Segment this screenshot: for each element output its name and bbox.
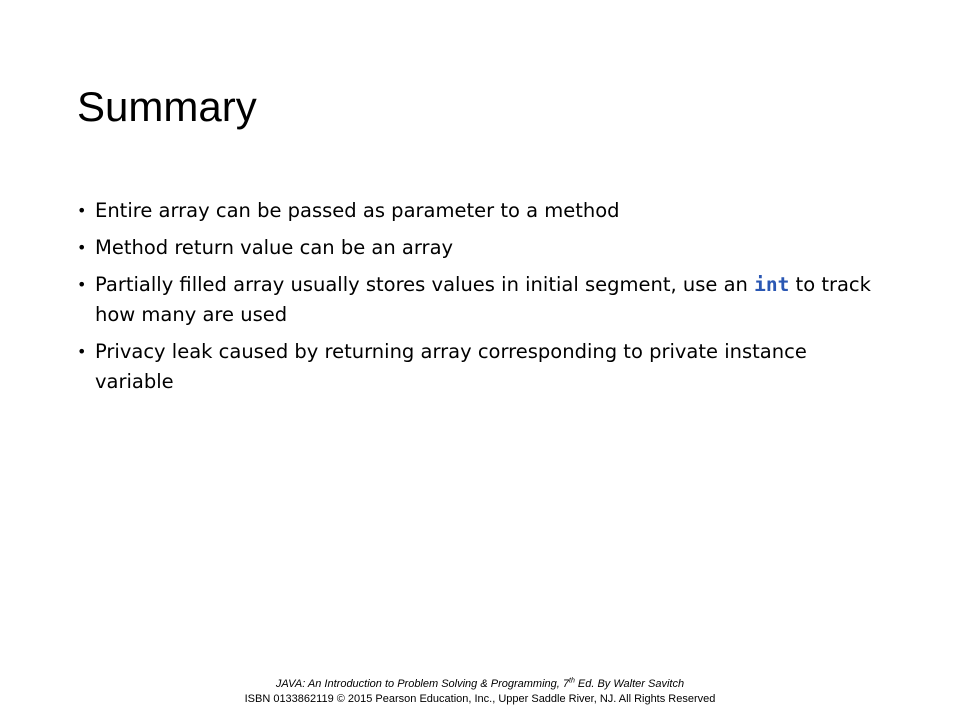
bullet-dot-icon: • bbox=[77, 201, 87, 220]
bullet-text: Privacy leak caused by returning array corresponding to private instance variable bbox=[95, 340, 807, 393]
bullet-dot-icon: • bbox=[77, 275, 87, 294]
code-keyword: int bbox=[754, 273, 790, 296]
footer-edition-suffix: th bbox=[569, 677, 575, 685]
bullet-item bbox=[77, 196, 887, 226]
bullet-dot-icon: • bbox=[77, 342, 87, 361]
bullet-dot-icon: • bbox=[77, 238, 87, 257]
footer-line1-after: Ed. By Walter Savitch bbox=[574, 678, 685, 690]
bullet-text-before-code: Partially filled array usually stores values in initial segment, use an bbox=[95, 273, 755, 296]
bullet-text-after-code: to track how many are used bbox=[95, 273, 871, 326]
bullet-text: Method return value can be an array bbox=[95, 236, 454, 259]
footer-book-title bbox=[0, 677, 960, 692]
bullet-list bbox=[77, 196, 887, 404]
footer-copyright: ISBN 0133862119 © 2015 Pearson Education, Inc., Upper Saddle River, NJ. All Rights Reserved bbox=[244, 693, 716, 705]
footer bbox=[0, 677, 960, 707]
bullet-item bbox=[77, 233, 887, 263]
bullet-item bbox=[77, 337, 887, 397]
bullet-text: Entire array can be passed as parameter to a method bbox=[95, 199, 620, 222]
slide-title: Summary bbox=[77, 83, 257, 130]
bullet-item bbox=[77, 270, 887, 330]
footer-line1-before: JAVA: An Introduction to Problem Solving & Programming, 7 bbox=[275, 678, 569, 690]
